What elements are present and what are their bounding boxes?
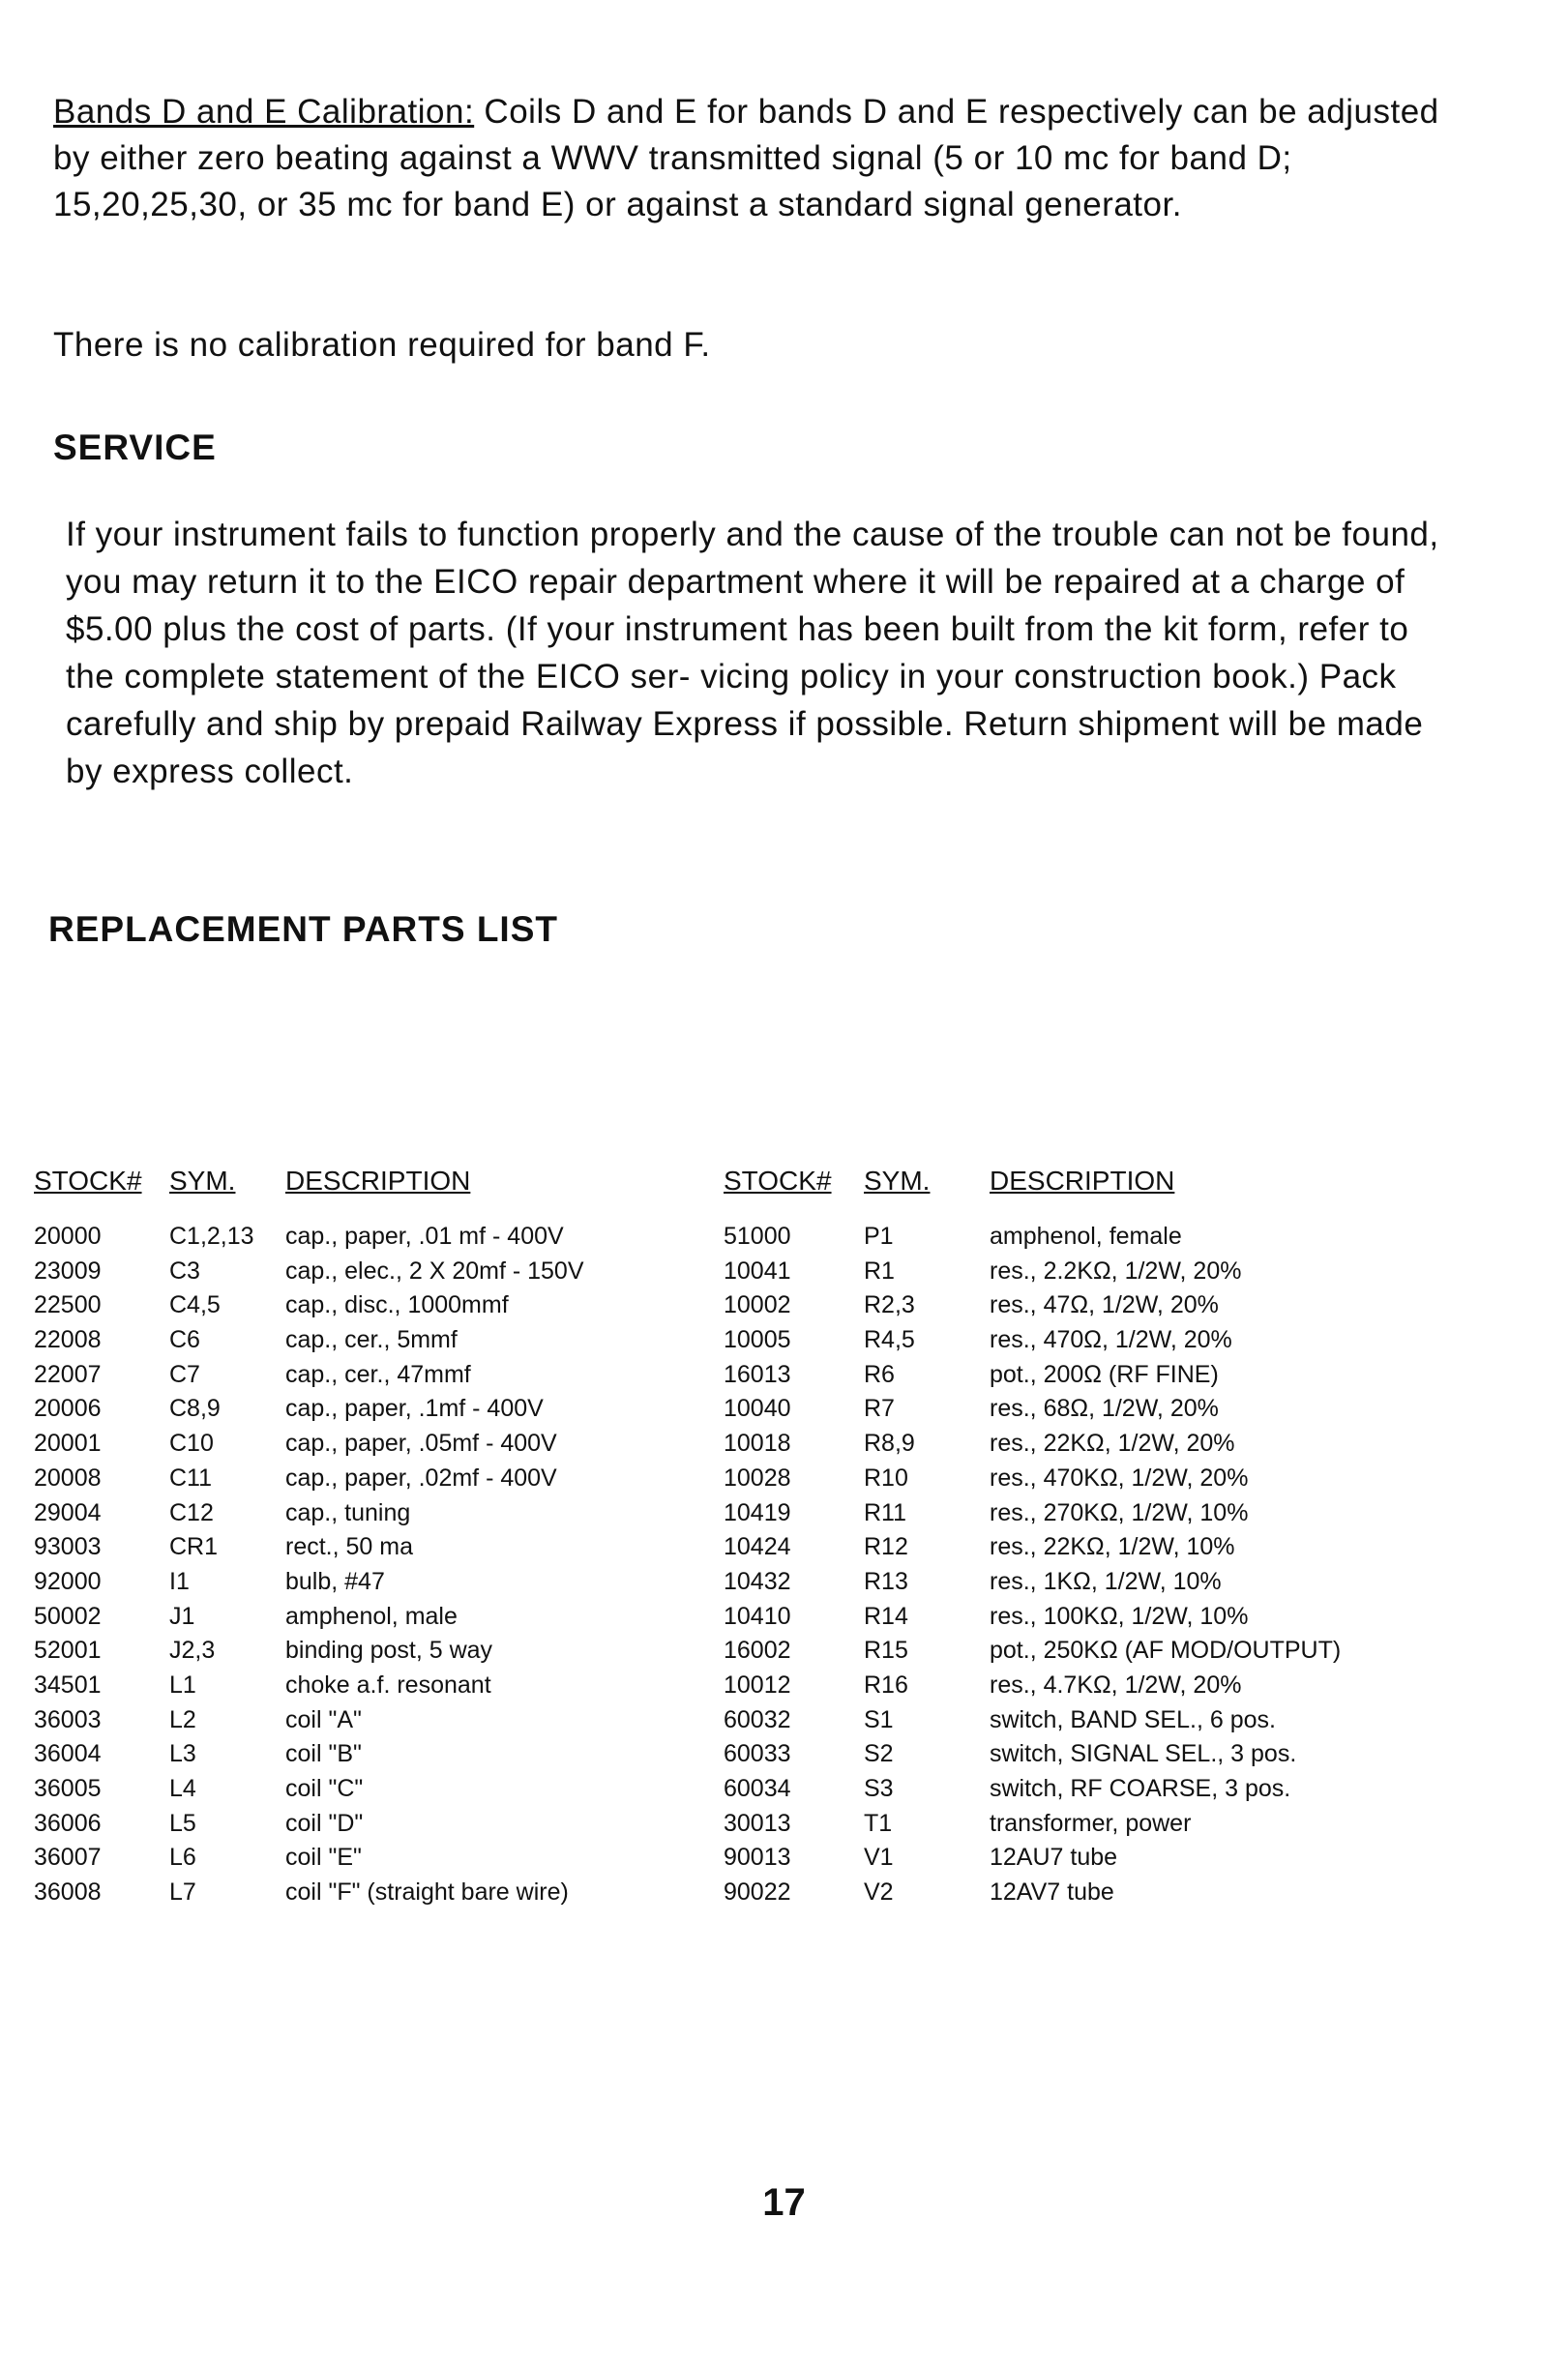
description-cell: transformer, power bbox=[990, 1809, 1192, 1837]
stock-cell: 36004 bbox=[34, 1740, 102, 1768]
sym-cell: R6 bbox=[864, 1360, 895, 1388]
sym-cell: C3 bbox=[169, 1257, 200, 1285]
sym-cell: L4 bbox=[169, 1775, 196, 1802]
stock-cell: 36003 bbox=[34, 1705, 102, 1733]
sym-cell: R13 bbox=[864, 1567, 908, 1595]
calibration-text: Coils D and E for bands D and E respectively can be adjusted by either zero beating against a WWV transmitted signal (5 or 10 mc for band D; 15,20,25,30, or 35 mc for band E) or against a standard signal generator. bbox=[53, 93, 1439, 223]
calibration-paragraph bbox=[53, 89, 1446, 228]
sym-header: SYM. bbox=[864, 1166, 931, 1196]
sym-cell: J1 bbox=[169, 1602, 195, 1630]
stock-cell: 10040 bbox=[724, 1395, 791, 1423]
description-cell: coil "F" (straight bare wire) bbox=[285, 1878, 569, 1907]
sym-cell: R12 bbox=[864, 1533, 908, 1561]
description-cell: coil "E" bbox=[285, 1844, 362, 1872]
sym-cell: C8,9 bbox=[169, 1395, 221, 1423]
description-cell: coil "B" bbox=[285, 1740, 362, 1768]
description-cell: coil "C" bbox=[285, 1775, 364, 1802]
sym-cell: R2,3 bbox=[864, 1291, 915, 1319]
description-cell: res., 2.2KΩ, 1/2W, 20% bbox=[990, 1257, 1242, 1285]
description-cell: pot., 200Ω (RF FINE) bbox=[990, 1360, 1219, 1388]
sym-cell: L6 bbox=[169, 1844, 196, 1872]
description-cell: cap., paper, .02mf - 400V bbox=[285, 1464, 557, 1492]
description-cell: res., 4.7KΩ, 1/2W, 20% bbox=[990, 1671, 1242, 1699]
sym-cell: S1 bbox=[864, 1705, 894, 1733]
description-cell: cap., paper, .05mf - 400V bbox=[285, 1430, 557, 1458]
sym-cell: S2 bbox=[864, 1740, 894, 1768]
description-cell: bulb, #47 bbox=[285, 1567, 385, 1595]
description-cell: switch, SIGNAL SEL., 3 pos. bbox=[990, 1740, 1297, 1768]
sym-cell: C12 bbox=[169, 1498, 214, 1526]
stock-cell: 10018 bbox=[724, 1430, 791, 1458]
description-cell: cap., cer., 47mmf bbox=[285, 1360, 471, 1388]
description-cell: cap., disc., 1000mmf bbox=[285, 1291, 509, 1319]
stock-cell: 50002 bbox=[34, 1602, 102, 1630]
stock-cell: 16002 bbox=[724, 1637, 791, 1665]
sym-cell: C1,2,13 bbox=[169, 1223, 254, 1250]
sym-cell: R4,5 bbox=[864, 1326, 915, 1354]
sym-cell: C7 bbox=[169, 1360, 200, 1388]
description-cell: pot., 250KΩ (AF MOD/OUTPUT) bbox=[990, 1637, 1342, 1665]
description-cell: 12AV7 tube bbox=[990, 1878, 1114, 1907]
parts-list-heading: REPLACEMENT PARTS LIST bbox=[48, 909, 558, 949]
description-cell: coil "A" bbox=[285, 1705, 362, 1733]
page-number: 17 bbox=[762, 2181, 806, 2224]
sym-cell: L3 bbox=[169, 1740, 196, 1768]
stock-cell: 10005 bbox=[724, 1326, 791, 1354]
stock-cell: 29004 bbox=[34, 1498, 102, 1526]
stock-cell: 52001 bbox=[34, 1637, 102, 1665]
stock-cell: 20000 bbox=[34, 1223, 102, 1250]
stock-cell: 22007 bbox=[34, 1360, 102, 1388]
sym-cell: C11 bbox=[169, 1464, 213, 1492]
stock-cell: 10424 bbox=[724, 1533, 791, 1561]
stock-cell: 92000 bbox=[34, 1567, 102, 1595]
stock-cell: 93003 bbox=[34, 1533, 102, 1561]
description-cell: res., 470KΩ, 1/2W, 20% bbox=[990, 1464, 1249, 1492]
sym-cell: L2 bbox=[169, 1705, 196, 1733]
service-heading: SERVICE bbox=[53, 428, 217, 467]
description-cell: coil "D" bbox=[285, 1809, 364, 1837]
sym-cell: R7 bbox=[864, 1395, 895, 1423]
sym-cell: V2 bbox=[864, 1878, 894, 1907]
stock-cell: 90022 bbox=[724, 1878, 791, 1907]
description-cell: res., 68Ω, 1/2W, 20% bbox=[990, 1395, 1219, 1423]
description-cell: 12AU7 tube bbox=[990, 1844, 1118, 1872]
stock-cell: 10041 bbox=[724, 1257, 791, 1285]
description-cell: rect., 50 ma bbox=[285, 1533, 413, 1561]
stock-cell: 10419 bbox=[724, 1498, 791, 1526]
sym-cell: P1 bbox=[864, 1223, 894, 1250]
sym-cell: CR1 bbox=[169, 1533, 219, 1561]
stock-cell: 10028 bbox=[724, 1464, 791, 1492]
sym-cell: R8,9 bbox=[864, 1430, 915, 1458]
stock-cell: 60033 bbox=[724, 1740, 791, 1768]
sym-cell: L1 bbox=[169, 1671, 196, 1699]
stock-cell: 16013 bbox=[724, 1360, 791, 1388]
stock-cell: 20006 bbox=[34, 1395, 102, 1423]
sym-cell: R16 bbox=[864, 1671, 908, 1699]
sym-cell: R14 bbox=[864, 1602, 908, 1630]
description-cell: res., 22KΩ, 1/2W, 10% bbox=[990, 1533, 1235, 1561]
sym-cell: T1 bbox=[864, 1809, 893, 1837]
sym-header: SYM. bbox=[169, 1166, 236, 1196]
stock-cell: 36008 bbox=[34, 1878, 102, 1907]
stock-cell: 10410 bbox=[724, 1602, 791, 1630]
stock-cell: 20008 bbox=[34, 1464, 102, 1492]
no-calibration-text: There is no calibration required for band F. bbox=[53, 326, 711, 364]
sym-cell: I1 bbox=[169, 1567, 190, 1595]
stock-header: STOCK# bbox=[724, 1166, 832, 1196]
description-cell: cap., cer., 5mmf bbox=[285, 1326, 458, 1354]
description-cell: switch, RF COARSE, 3 pos. bbox=[990, 1775, 1291, 1802]
stock-cell: 34501 bbox=[34, 1671, 102, 1699]
description-header: DESCRIPTION bbox=[285, 1166, 471, 1196]
description-header: DESCRIPTION bbox=[990, 1166, 1175, 1196]
description-cell: amphenol, male bbox=[285, 1602, 458, 1630]
stock-cell: 90013 bbox=[724, 1844, 791, 1872]
description-cell: res., 22KΩ, 1/2W, 20% bbox=[990, 1430, 1235, 1458]
description-cell: cap., paper, .1mf - 400V bbox=[285, 1395, 544, 1423]
stock-cell: 36006 bbox=[34, 1809, 102, 1837]
sym-cell: S3 bbox=[864, 1775, 894, 1802]
stock-cell: 20001 bbox=[34, 1430, 102, 1458]
service-paragraph: If your instrument fails to function properly and the cause of the trouble can not be found, you may return it to the EICO repair department where it will be repaired at a charge of $5.00 plus the cost of parts. (If your instrument has been built from the kit form, refer to the complete statement of the EICO ser- vicing policy in your construction book.) Pack carefully and ship by prepaid Railway Express if possible. Return shipment will be made by express collect. bbox=[66, 516, 1439, 790]
stock-cell: 10012 bbox=[724, 1671, 791, 1699]
stock-cell: 22008 bbox=[34, 1326, 102, 1354]
stock-cell: 36005 bbox=[34, 1775, 102, 1802]
calibration-lead: Bands D and E Calibration: bbox=[53, 93, 475, 131]
stock-cell: 22500 bbox=[34, 1291, 102, 1319]
sym-cell: C4,5 bbox=[169, 1291, 221, 1319]
stock-cell: 10432 bbox=[724, 1567, 791, 1595]
description-cell: binding post, 5 way bbox=[285, 1637, 493, 1665]
description-cell: cap., tuning bbox=[285, 1498, 411, 1526]
stock-cell: 60032 bbox=[724, 1705, 791, 1733]
stock-cell: 30013 bbox=[724, 1809, 791, 1837]
sym-cell: C6 bbox=[169, 1326, 200, 1354]
sym-cell: J2,3 bbox=[169, 1637, 216, 1665]
description-cell: choke a.f. resonant bbox=[285, 1671, 491, 1699]
sym-cell: R10 bbox=[864, 1464, 908, 1492]
stock-cell: 51000 bbox=[724, 1223, 791, 1250]
description-cell: amphenol, female bbox=[990, 1223, 1182, 1250]
stock-cell: 36007 bbox=[34, 1844, 102, 1872]
stock-header: STOCK# bbox=[34, 1166, 142, 1196]
stock-cell: 10002 bbox=[724, 1291, 791, 1319]
description-cell: res., 470Ω, 1/2W, 20% bbox=[990, 1326, 1232, 1354]
description-cell: res., 47Ω, 1/2W, 20% bbox=[990, 1291, 1219, 1319]
description-cell: res., 270KΩ, 1/2W, 10% bbox=[990, 1498, 1249, 1526]
description-cell: switch, BAND SEL., 6 pos. bbox=[990, 1705, 1276, 1733]
description-cell: res., 1KΩ, 1/2W, 10% bbox=[990, 1567, 1222, 1595]
stock-cell: 23009 bbox=[34, 1257, 102, 1285]
description-cell: cap., paper, .01 mf - 400V bbox=[285, 1223, 564, 1250]
description-cell: res., 100KΩ, 1/2W, 10% bbox=[990, 1602, 1249, 1630]
stock-cell: 60034 bbox=[724, 1775, 791, 1802]
sym-cell: R15 bbox=[864, 1637, 908, 1665]
sym-cell: L5 bbox=[169, 1809, 196, 1837]
sym-cell: C10 bbox=[169, 1430, 214, 1458]
sym-cell: V1 bbox=[864, 1844, 894, 1872]
sym-cell: R11 bbox=[864, 1498, 907, 1526]
sym-cell: L7 bbox=[169, 1878, 196, 1907]
sym-cell: R1 bbox=[864, 1257, 895, 1285]
description-cell: cap., elec., 2 X 20mf - 150V bbox=[285, 1257, 584, 1285]
